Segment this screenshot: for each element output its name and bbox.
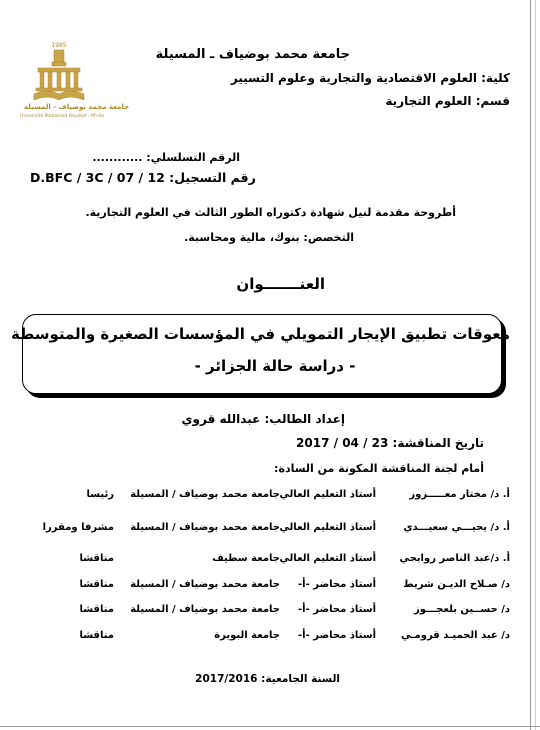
academic-year: السنة الجامعية: 2017/2016 <box>195 673 340 685</box>
member-university: جامعة البويرة <box>214 630 280 641</box>
member-role: مناقشا <box>79 630 114 641</box>
page-border-bottom <box>0 726 540 727</box>
page-border-right-inner <box>535 0 536 730</box>
logo-year: 1985 <box>51 42 67 49</box>
member-name: د/ عبد الحميـد قرومـي <box>401 630 510 641</box>
committee-member <box>0 522 540 538</box>
university-emblem-icon <box>30 48 88 110</box>
committee-member <box>0 604 540 620</box>
member-university: جامعة محمد بوضياف / المسيلة <box>130 579 280 590</box>
thesis-title-line1: معوقات تطبيق الإيجار التمويلي في المؤسسات الصغيرة والمتوسطة <box>11 325 510 343</box>
committee-intro: أمام لجنة المناقشة المكونة من السادة: <box>274 462 484 475</box>
member-rank: أستاذ التعليم العالي <box>279 522 376 533</box>
member-rank: أستاذ محاضر -أ- <box>298 604 376 615</box>
committee-member <box>0 489 540 505</box>
university-logo <box>20 42 130 122</box>
registration-number: D.BFC / 3C / 07 / 12 :رقم التسجيل <box>30 170 256 185</box>
logo-name-french: Université Mohamed Boudiaf - M'sila <box>20 114 104 119</box>
page-border-right <box>530 0 531 730</box>
logo-name-arabic: جامعة محمد بوضياف - المسيلة <box>24 103 130 111</box>
student-name: إعداد الطالب: عبدالله قروي <box>181 412 345 426</box>
member-name: أ. د/عبد الناصر روابحي <box>399 553 510 564</box>
member-role: مشرفا ومقررا <box>42 522 114 533</box>
faculty-name: كلية: العلوم الاقتصادية والتجارية وعلوم التسيير <box>230 71 510 85</box>
member-name: أ. د/ يحيـــي سعيـــدي <box>403 522 510 533</box>
serial-number: الرقم التسلسلي: ............ <box>92 151 240 164</box>
title-heading: العنـــــــوان <box>236 275 325 293</box>
university-name: جامعة محمد بوضياف ـ المسيلة <box>155 47 350 62</box>
committee-member <box>0 579 540 595</box>
thesis-specialty: التخصص: بنوك، مالية ومحاسبة. <box>184 231 354 244</box>
defense-date: تاريخ المناقشة: 23 / 04 / 2017 <box>296 436 484 450</box>
member-rank: أستاذ التعليم العالي <box>279 553 376 564</box>
thesis-degree: أطروحة مقدمة لنيل شهادة دكتوراه الطور الثالث في العلوم التجارية. <box>85 206 456 219</box>
member-role: مناقشا <box>79 604 114 615</box>
member-name: د/ صـلاح الديـن شريط <box>403 579 510 590</box>
member-name: أ. د/ مختار معـــــزوز <box>409 489 510 500</box>
member-rank: أستاذ محاضر -أ- <box>298 630 376 641</box>
committee-member <box>0 553 540 569</box>
member-name: د/ حســين بلعجـــوز <box>413 604 510 615</box>
member-university: جامعة محمد بوضياف / المسيلة <box>130 604 280 615</box>
thesis-title-line2: - دراسة حالة الجزائر - <box>194 357 356 375</box>
member-role: مناقشا <box>79 579 114 590</box>
member-rank: أستاذ التعليم العالي <box>279 489 376 500</box>
department-name: قسم: العلوم التجارية <box>385 94 510 108</box>
committee-member <box>0 630 540 646</box>
member-rank: أستاذ محاضر -أ- <box>298 579 376 590</box>
member-university: جامعة محمد بوضياف / المسيلة <box>130 522 280 533</box>
member-university: جامعة محمد بوضياف / المسيلة <box>130 489 280 500</box>
member-university: جامعة سطيف <box>212 553 280 564</box>
member-role: مناقشا <box>79 553 114 564</box>
member-role: رئيسا <box>86 489 114 500</box>
